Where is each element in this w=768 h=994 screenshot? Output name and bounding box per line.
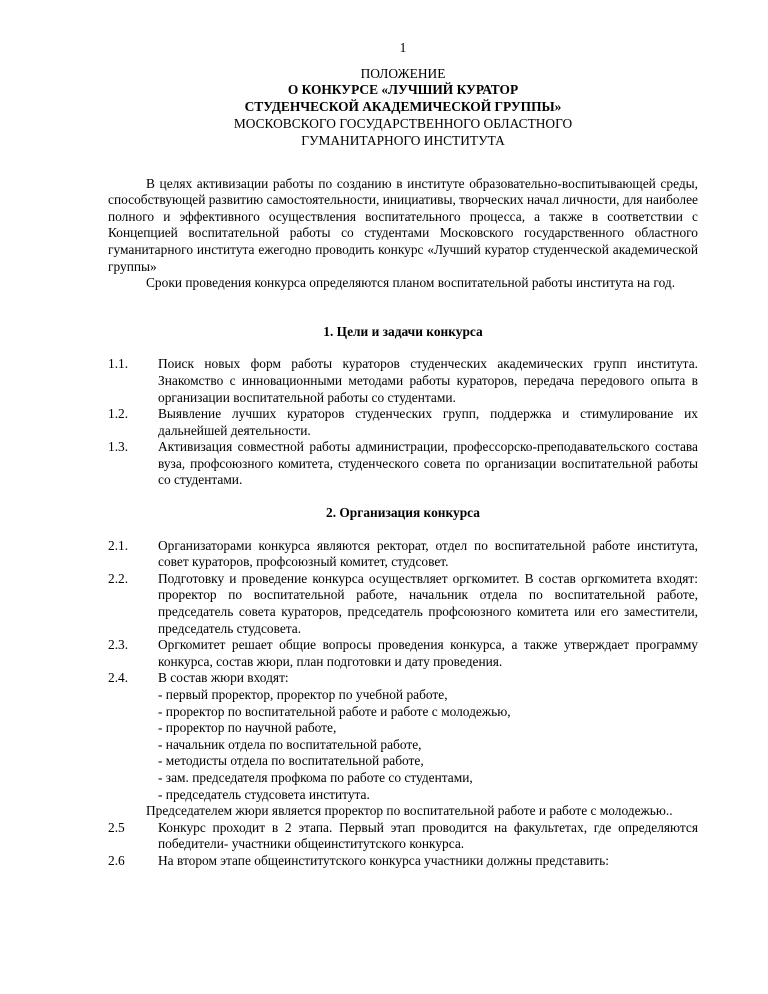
item-text: Подготовку и проведение конкурса осуществляет оргкомитет. В состав оргкомитета входят: проректор по воспитательной работе, начальник отдела по воспитательной работе, председатель совета кураторов, председатель профсоюзного комитета или его заместители, председатель студсовета. — [158, 570, 698, 636]
jury-member: - председатель студсовета института. — [158, 786, 370, 802]
item-text: В состав жюри входят: — [158, 670, 289, 686]
section-1-list — [108, 356, 698, 489]
section-2-list — [108, 538, 698, 870]
title-line-5: ГУМАНИТАРНОГО ИНСТИТУТА — [301, 132, 505, 148]
item-number: 2.4. — [108, 670, 129, 686]
intro-paragraph-2: Сроки проведения конкурса определяются планом воспитательной работы института на год. — [146, 275, 676, 291]
item-text: Выявление лучших кураторов студенческих групп, поддержка и стимулирование их дальнейшей деятельности. — [158, 406, 698, 438]
jury-list — [158, 687, 698, 803]
item-text: Конкурс проходит в 2 этапа. Первый этап проводится на факультетах, где определяются победители- участники общеинститутского конкурса. — [158, 819, 698, 852]
list-item — [108, 853, 698, 870]
title-line-2: О КОНКУРСЕ «ЛУЧШИЙ КУРАТОР — [287, 82, 519, 98]
jury-member: - первый проректор, проректор по учебной работе, — [158, 687, 448, 703]
list-item — [108, 820, 698, 853]
list-item — [108, 406, 698, 439]
title-line-3: СТУДЕНЧЕСКОЙ АКАДЕМИЧЕСКОЙ ГРУППЫ» — [244, 99, 562, 115]
jury-member: - проректор по научной работе, — [158, 720, 337, 736]
jury-member: - зам. председателя профкома по работе со студентами, — [158, 769, 473, 785]
item-number: 2.2. — [108, 570, 129, 586]
item-number: 2.3. — [108, 637, 129, 653]
jury-member: - проректор по воспитательной работе и работе с молодежью, — [158, 703, 511, 719]
jury-member: - методисты отдела по воспитательной работе, — [158, 753, 424, 769]
section-2-heading: 2. Организация конкурса — [326, 505, 480, 521]
list-item — [108, 439, 698, 489]
item-text: Поиск новых форм работы кураторов студенческих академических групп института. Знакомство с инновационными методами работы кураторов, передача передового опыта в организации воспитательной работы со студентами. — [158, 356, 698, 405]
item-text: Организаторами конкурса являются ректорат, отдел по воспитательной работе института, совет кураторов, профсоюзный комитет, студсовет. — [158, 537, 698, 570]
item-number: 2.5 — [108, 819, 125, 835]
jury-chair-paragraph: Председателем жюри является проректор по воспитательной работе и работе с молодежью.. — [146, 803, 673, 819]
list-item — [108, 356, 698, 406]
document-title — [108, 66, 698, 150]
list-item — [108, 538, 698, 571]
item-number: 1.1. — [108, 356, 129, 372]
title-line-4: МОСКОВСКОГО ГОСУДАРСТВЕННОГО ОБЛАСТНОГО — [233, 115, 573, 131]
item-text: Оргкомитет решает общие вопросы проведения конкурса, а также утверждает программу конкурса, состав жюри, план подготовки и дату проведения. — [158, 637, 698, 669]
section-1-heading: 1. Цели и задачи конкурса — [323, 323, 483, 339]
intro-paragraph-1: В целях активизации работы по созданию в институте образовательно-воспитывающей среды, способствующей развитию самостоятельности, инициативы, творческих начал личности, для наиболее полного и эффективного осуществления воспитательного процесса, а также в соответствии с Концепцией воспитательной работы со студентами Московского государственного областного гуманитарного института ежегодно проводить конкурс «Лучший куратор студенческой академической группы» — [108, 175, 698, 274]
list-item — [108, 637, 698, 670]
item-number: 2.1. — [108, 537, 129, 553]
list-item — [108, 571, 698, 637]
title-line-1: ПОЛОЖЕНИЕ — [360, 65, 446, 81]
item-number: 1.3. — [108, 439, 129, 455]
item-number: 2.6 — [108, 852, 125, 868]
item-number: 1.2. — [108, 406, 129, 422]
page-number: 1 — [399, 40, 407, 55]
jury-member: - начальник отдела по воспитательной работе, — [158, 736, 422, 752]
item-text: На втором этапе общеинститутского конкурса участники должны представить: — [158, 852, 609, 868]
item-text: Активизация совместной работы администрации, профессорско-преподавательского состава вуза, профсоюзного комитета, студенческого совета по организации воспитательной работы со студентами. — [158, 439, 698, 488]
document-page — [108, 40, 698, 870]
list-item — [108, 670, 698, 687]
